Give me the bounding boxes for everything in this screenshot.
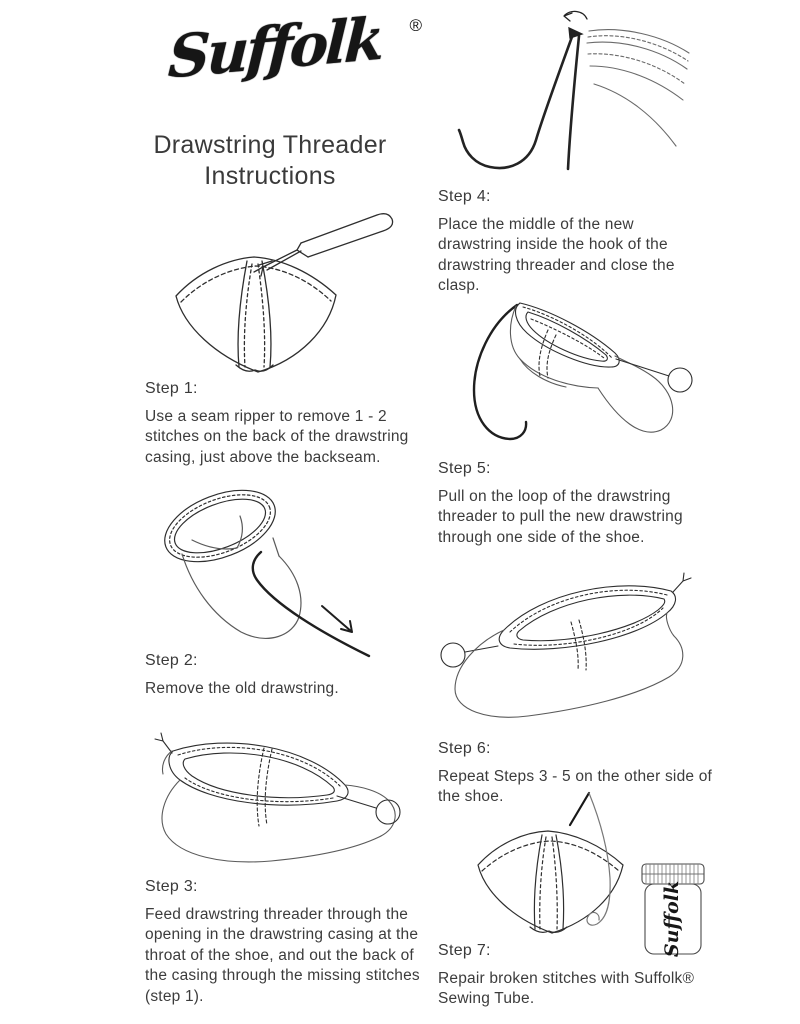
- shoe-opening-binding: [169, 743, 348, 805]
- step-4-label: Step 4:: [438, 188, 491, 205]
- step-6-label: Step 6:: [438, 740, 491, 757]
- step-5-illustration-pull-loop: [428, 288, 713, 463]
- shoe-opening-binding: [155, 476, 286, 575]
- step-1-illustration-shoe-back-seam-ripper: [150, 198, 430, 378]
- step-6-block: [438, 740, 738, 808]
- step-2-text: Remove the old drawstring.: [145, 680, 339, 697]
- close-clasp-arrow: [564, 11, 587, 21]
- shoe-back-outline: [478, 831, 623, 933]
- step-2-label: Step 2:: [145, 652, 198, 669]
- backseam-panel: [534, 835, 563, 929]
- step-2-block: [145, 652, 445, 699]
- title-line-1: Drawstring Threader: [153, 131, 387, 159]
- step-7-text: Repair broken stitches with Suffolk® Sewing Tube.: [438, 970, 695, 1008]
- backseam-panel: [238, 261, 271, 367]
- step-7-label: Step 7:: [438, 942, 491, 959]
- threader-loop: [616, 359, 692, 392]
- jar-label-text: Suffolk: [661, 880, 683, 958]
- threader-hook: [155, 733, 172, 753]
- threader-hook: [673, 573, 691, 592]
- step-4-illustration-hook-and-clasp: [440, 4, 690, 182]
- pull-direction-arrow: [322, 606, 352, 632]
- seam-ripper: [254, 214, 393, 276]
- step-5-block: [438, 460, 728, 548]
- shoe-back-outline: [176, 257, 336, 372]
- shoe-body: [182, 516, 301, 638]
- step-4-text: Place the middle of the new drawstring inside the hook of the drawstring threader and close the clasp.: [438, 216, 675, 295]
- step-1-label: Step 1:: [145, 380, 198, 397]
- suffolk-logo-text: Suffolk: [166, 4, 384, 92]
- step-1-text: Use a seam ripper to remove 1 - 2 stitches on the back of the drawstring casing, just above the backseam.: [145, 408, 409, 466]
- thread: [587, 793, 610, 925]
- shoe-opening-binding: [499, 586, 675, 649]
- suffolk-logo: [166, 4, 422, 124]
- title-line-2: Instructions: [204, 162, 336, 190]
- threader-loop: [337, 796, 400, 824]
- page-title: [108, 130, 432, 192]
- step-7-illustration-repair-stitches: [438, 786, 710, 961]
- step-5-label: Step 5:: [438, 460, 491, 477]
- new-drawstring: [459, 34, 579, 169]
- step-2-illustration-remove-drawstring: [140, 468, 400, 662]
- step-5-text: Pull on the loop of the drawstring threader to pull the new drawstring through one side of the shoe.: [438, 488, 683, 546]
- step-4-block: [438, 188, 710, 297]
- step-1-block: [145, 380, 445, 468]
- step-3-text: Feed drawstring threader through the opening in the drawstring casing at the throat of the shoe, and out the back of the casing through the missing stitches (step 1).: [145, 906, 420, 1005]
- new-drawstring-loop: [474, 305, 526, 439]
- step-3-illustration-threader-through-casing: [128, 726, 418, 880]
- step-7-block: [438, 942, 728, 1010]
- shoe-edge-partial: [587, 30, 689, 146]
- step-3-block: [145, 878, 427, 1007]
- shoe-body: [162, 751, 395, 862]
- old-drawstring: [253, 552, 369, 656]
- step-6-text: Repeat Steps 3 - 5 on the other side of the shoe.: [438, 768, 713, 806]
- step-6-illustration-other-side: [424, 558, 719, 728]
- step-3-label: Step 3:: [145, 878, 198, 895]
- shoe-body: [455, 613, 683, 717]
- quarter-seam-stitches: [257, 748, 272, 826]
- shoe-opening-binding: [516, 303, 620, 367]
- registered-trademark-symbol: ®: [409, 16, 422, 35]
